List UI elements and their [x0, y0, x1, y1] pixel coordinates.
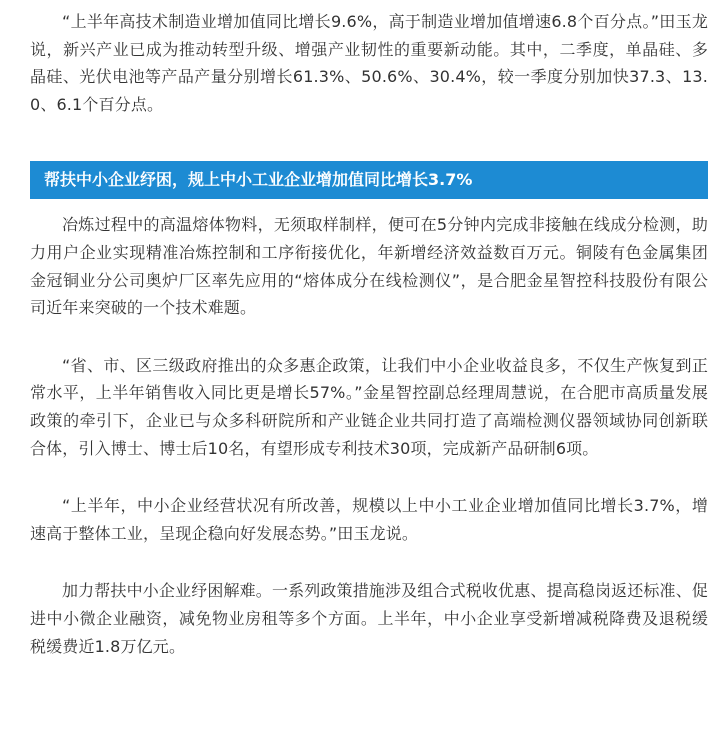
paragraph-sme-growth-quote: “上半年，中小企业经营状况有所改善，规模以上中小工业企业增加值同比增长3.7%，增速高于整体工业，呈现企稳向好发展态势。”田玉龙说。 [30, 496, 708, 543]
paragraph-smelting-detection: 冶炼过程中的高温熔体物料，无须取样制样，便可在5分钟内完成非接触在线成分检测，助力用户企业实现精准冶炼控制和工序衔接优化，年新增经济效益数百万元。铜陵有色金属集团金冠铜业分公司奥炉厂区率先应用的“熔体成分在线检测仪”，是合肥金星智控科技股份有限公司近年来突破的一个技术难题。 [30, 215, 708, 318]
paragraph-policy-quote: “省、市、区三级政府推出的众多惠企政策，让我们中小企业收益良多，不仅生产恢复到正常水平，上半年销售收入同比更是增长57%。”金星智控副总经理周慧说，在合肥市高质量发展政策的牵引下，企业已与众多科研院所和产业链企业共同打造了高端检测仪器领域协同创新联合体，引入博士、博士后10名，有望形成专利技术30项，完成新产品研制6项。 [30, 355, 708, 458]
section-heading-bar [30, 161, 708, 199]
paragraph-tax-relief: 加力帮扶中小企业纾困解难。一系列政策措施涉及组合式税收优惠、提高稳岗返还标准、促进中小微企业融资，减免物业房租等多个方面。上半年，中小企业享受新增减税降费及退税缓税缓费近1.8万亿元。 [30, 581, 709, 656]
section-heading-text: 帮扶中小企业纾困，规上中小工业企业增加值同比增长3.7% [44, 170, 473, 190]
paragraph-high-tech-manufacturing: “上半年高技术制造业增加值同比增长9.6%，高于制造业增加值增速6.8个百分点。”田玉龙说，新兴产业已成为推动转型升级、增强产业韧性的重要新动能。其中，二季度，单晶硅、多晶硅、光伏电池等产品产量分别增长61.3%、50.6%、30.4%，较一季度分别加快37.3、13.0、6.1个百分点。 [30, 12, 708, 114]
